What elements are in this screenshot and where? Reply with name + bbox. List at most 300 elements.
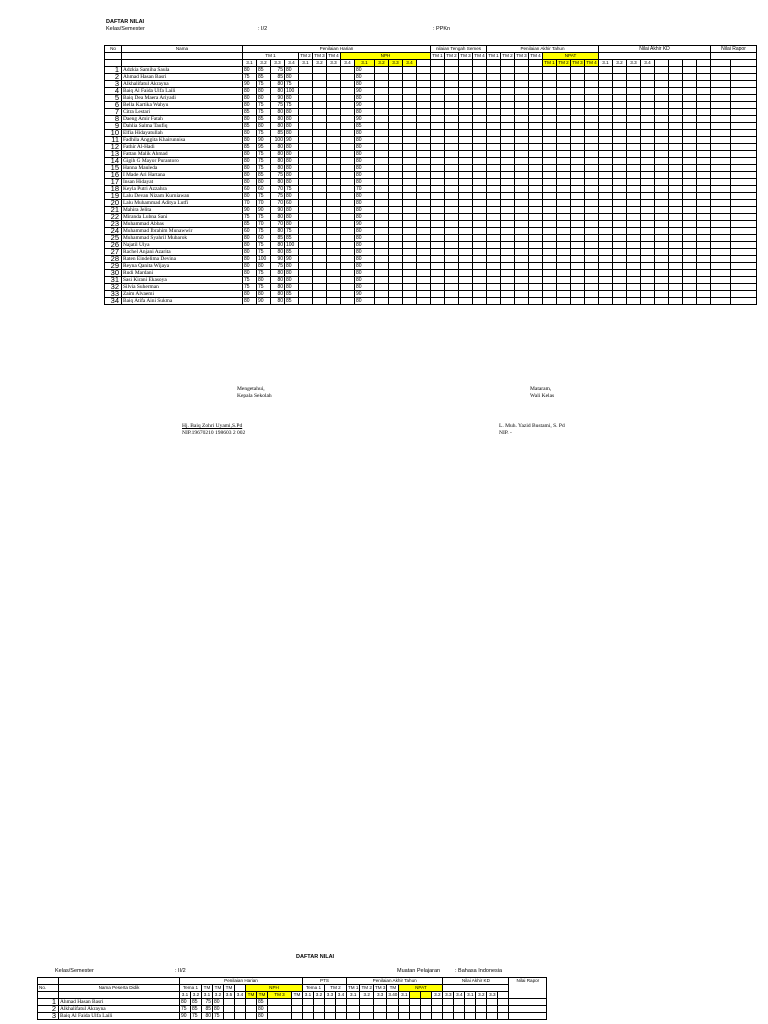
empty-cell <box>487 116 501 123</box>
score-cell: 85 <box>191 999 202 1006</box>
empty-cell <box>417 172 431 179</box>
pat-tm3-header: TM 3 <box>516 53 527 58</box>
empty-cell <box>459 249 473 256</box>
empty-cell <box>501 277 515 284</box>
empty-cell <box>417 95 431 102</box>
student-row <box>105 291 757 298</box>
empty-cell <box>341 109 355 116</box>
empty-cell <box>473 291 487 298</box>
empty-cell <box>417 214 431 221</box>
empty-cell <box>697 123 711 130</box>
student-name: Lalu Muhammad Aditya Lutfi <box>122 200 243 207</box>
empty-cell <box>613 214 627 221</box>
empty-cell <box>487 298 501 305</box>
empty-cell <box>557 88 571 95</box>
empty-cell <box>487 151 501 158</box>
empty-cell <box>543 277 557 284</box>
empty-cell <box>313 277 327 284</box>
empty-cell <box>571 151 585 158</box>
empty-cell <box>465 999 476 1006</box>
empty-cell <box>360 1013 373 1020</box>
empty-cell <box>341 193 355 200</box>
empty-cell <box>459 256 473 263</box>
student-name: I Made Ari Hartana <box>122 172 243 179</box>
teacher-name: L. Muh. Yazid Bustami, S. Pd <box>499 423 565 429</box>
empty-cell <box>403 102 417 109</box>
nph-score: 80 <box>355 200 375 207</box>
empty-cell <box>501 137 515 144</box>
empty-cell <box>641 109 655 116</box>
empty-cell <box>613 221 627 228</box>
empty-cell <box>313 102 327 109</box>
empty-cell <box>683 242 697 249</box>
empty-cell <box>627 165 641 172</box>
sheet1-grade-table <box>104 45 757 305</box>
empty-cell <box>655 67 669 74</box>
empty-cell <box>515 235 529 242</box>
empty-cell <box>529 67 543 74</box>
s2-kd: 3.1 <box>399 992 410 999</box>
empty-cell <box>515 179 529 186</box>
empty-cell <box>515 88 529 95</box>
empty-cell <box>313 221 327 228</box>
empty-cell <box>487 130 501 137</box>
empty-cell <box>543 109 557 116</box>
empty-cell <box>375 235 389 242</box>
empty-cell <box>683 137 697 144</box>
score-cell: 70 <box>257 200 271 207</box>
empty-cell <box>313 235 327 242</box>
score-cell: 80 <box>243 179 257 186</box>
empty-cell <box>599 151 613 158</box>
empty-cell <box>613 144 627 151</box>
score-cell: 80 <box>285 158 299 165</box>
empty-cell <box>627 221 641 228</box>
empty-cell <box>341 298 355 305</box>
empty-cell <box>655 221 669 228</box>
empty-cell <box>571 228 585 235</box>
empty-cell <box>299 158 313 165</box>
empty-cell <box>476 1013 487 1020</box>
empty-cell <box>375 95 389 102</box>
empty-cell <box>431 263 445 270</box>
s2-kd: 3.5 <box>224 992 235 999</box>
empty-cell <box>431 242 445 249</box>
nph-score: 90 <box>355 116 375 123</box>
empty-cell <box>445 67 459 74</box>
empty-cell <box>711 207 731 214</box>
empty-cell <box>585 123 599 130</box>
student-name: Elfia Hidayatullah <box>122 130 243 137</box>
empty-cell <box>292 999 303 1006</box>
empty-cell <box>529 263 543 270</box>
score-cell: 70 <box>271 221 285 228</box>
empty-cell <box>613 81 627 88</box>
student-row <box>105 193 757 200</box>
empty-cell <box>655 235 669 242</box>
student-row <box>105 81 757 88</box>
empty-cell <box>431 74 445 81</box>
empty-cell <box>487 193 501 200</box>
empty-cell <box>731 284 757 291</box>
empty-cell <box>669 214 683 221</box>
score-cell: 80 <box>285 263 299 270</box>
empty-cell <box>299 144 313 151</box>
empty-cell <box>585 200 599 207</box>
student-number: 23 <box>105 221 122 228</box>
empty-cell <box>410 1006 421 1013</box>
score-cell: 80 <box>257 179 271 186</box>
empty-cell <box>389 298 403 305</box>
score-cell: 75 <box>257 249 271 256</box>
empty-cell <box>454 999 465 1006</box>
empty-cell <box>683 102 697 109</box>
empty-cell <box>473 137 487 144</box>
empty-cell <box>697 116 711 123</box>
s2-tm-header: TM <box>202 985 213 992</box>
score-cell: 75 <box>271 193 285 200</box>
empty-cell <box>299 221 313 228</box>
s2-kd: TM <box>246 992 257 999</box>
score-cell: 80 <box>257 291 271 298</box>
empty-cell <box>431 277 445 284</box>
empty-cell <box>299 165 313 172</box>
empty-cell <box>655 109 669 116</box>
score-cell: 75 <box>202 999 213 1006</box>
empty-cell <box>627 67 641 74</box>
empty-cell <box>731 123 757 130</box>
empty-cell <box>557 144 571 151</box>
empty-cell <box>641 235 655 242</box>
empty-cell <box>487 214 501 221</box>
student-row <box>105 123 757 130</box>
student-name: Rachel Anjani Azarita <box>122 249 243 256</box>
empty-cell <box>375 123 389 130</box>
empty-cell <box>375 263 389 270</box>
empty-cell <box>501 207 515 214</box>
empty-cell <box>543 179 557 186</box>
sheet2-header-row-2 <box>38 985 547 992</box>
empty-cell <box>421 1013 432 1020</box>
score-cell: 80 <box>271 277 285 284</box>
score-cell: 80 <box>285 67 299 74</box>
empty-cell <box>313 158 327 165</box>
empty-cell <box>375 207 389 214</box>
empty-cell <box>711 172 731 179</box>
empty-cell <box>327 193 341 200</box>
score-cell: 80 <box>285 74 299 81</box>
empty-cell <box>501 214 515 221</box>
empty-cell <box>403 277 417 284</box>
empty-cell <box>627 74 641 81</box>
empty-cell <box>697 186 711 193</box>
empty-cell <box>454 1006 465 1013</box>
empty-cell <box>731 200 757 207</box>
empty-cell <box>459 137 473 144</box>
s2-nama-header: Nama Peserta Didik <box>59 985 180 992</box>
empty-cell <box>613 151 627 158</box>
empty-cell <box>669 130 683 137</box>
empty-cell <box>529 109 543 116</box>
empty-cell <box>445 263 459 270</box>
empty-cell <box>299 109 313 116</box>
empty-cell <box>515 130 529 137</box>
empty-cell <box>585 165 599 172</box>
empty-cell <box>473 172 487 179</box>
pts-tm2-header: TM 2 <box>446 53 457 58</box>
student-name: Baiq Atifa Aini Sukma <box>122 298 243 305</box>
student-name: Daeng Amir Fatah <box>122 116 243 123</box>
empty-cell <box>445 242 459 249</box>
empty-cell <box>389 277 403 284</box>
col-tm3-header: TM 3 <box>314 53 325 58</box>
empty-cell <box>473 67 487 74</box>
empty-cell <box>473 95 487 102</box>
empty-cell <box>459 207 473 214</box>
empty-cell <box>375 137 389 144</box>
score-cell: 90 <box>243 207 257 214</box>
nph-score: 80 <box>355 67 375 74</box>
empty-cell <box>487 291 501 298</box>
empty-cell <box>683 151 697 158</box>
empty-cell <box>599 109 613 116</box>
pat-tm1-header: TM 1 <box>488 53 499 58</box>
empty-cell <box>459 123 473 130</box>
empty-cell <box>683 263 697 270</box>
empty-cell <box>627 88 641 95</box>
empty-cell <box>459 81 473 88</box>
s2-kd: 3.2 <box>213 992 224 999</box>
empty-cell <box>431 95 445 102</box>
empty-cell <box>515 228 529 235</box>
empty-cell <box>557 298 571 305</box>
student-number: 27 <box>105 249 122 256</box>
empty-cell <box>445 235 459 242</box>
empty-cell <box>454 1013 465 1020</box>
empty-cell <box>417 228 431 235</box>
s2-penilaian-harian-header: Penilaian Harian <box>180 978 303 985</box>
empty-cell <box>613 200 627 207</box>
empty-cell <box>327 186 341 193</box>
empty-cell <box>501 179 515 186</box>
empty-cell <box>375 186 389 193</box>
empty-cell <box>731 291 757 298</box>
empty-cell <box>641 207 655 214</box>
empty-cell <box>731 249 757 256</box>
empty-cell <box>445 186 459 193</box>
empty-cell <box>557 158 571 165</box>
student-name: Ahmad Hasan Basri <box>59 999 180 1006</box>
student-name: Fathir Al-Hadi <box>122 144 243 151</box>
empty-cell <box>473 116 487 123</box>
student-row <box>105 116 757 123</box>
score-cell: 90 <box>285 137 299 144</box>
empty-cell <box>299 123 313 130</box>
empty-cell <box>655 151 669 158</box>
student-row <box>105 186 757 193</box>
empty-cell <box>473 256 487 263</box>
empty-cell <box>543 207 557 214</box>
s2-pts-tm2: TM 2 <box>325 985 347 992</box>
empty-cell <box>313 249 327 256</box>
empty-cell <box>403 123 417 130</box>
empty-cell <box>731 102 757 109</box>
empty-cell <box>529 228 543 235</box>
empty-cell <box>543 130 557 137</box>
empty-cell <box>473 74 487 81</box>
empty-cell <box>445 109 459 116</box>
score-cell: 90 <box>271 95 285 102</box>
empty-cell <box>543 263 557 270</box>
student-name: Silvia Suherman <box>122 284 243 291</box>
empty-cell <box>375 165 389 172</box>
s2-kd: 3.3 <box>373 992 386 999</box>
empty-cell <box>641 214 655 221</box>
empty-cell <box>571 81 585 88</box>
score-cell: 80 <box>243 130 257 137</box>
empty-cell <box>543 242 557 249</box>
empty-cell <box>431 67 445 74</box>
empty-cell <box>655 102 669 109</box>
empty-cell <box>641 200 655 207</box>
empty-cell <box>641 172 655 179</box>
score-cell: 85 <box>202 1006 213 1013</box>
empty-cell <box>557 256 571 263</box>
empty-cell <box>711 144 731 151</box>
student-number: 10 <box>105 130 122 137</box>
empty-cell <box>268 1013 292 1020</box>
empty-cell <box>641 130 655 137</box>
empty-cell <box>375 256 389 263</box>
kd-code: 3.1 <box>299 60 313 67</box>
empty-cell <box>487 207 501 214</box>
empty-cell <box>341 263 355 270</box>
empty-cell <box>655 214 669 221</box>
empty-cell <box>711 263 731 270</box>
score-cell: 80 <box>271 81 285 88</box>
empty-cell <box>585 116 599 123</box>
empty-cell <box>599 186 613 193</box>
empty-cell <box>473 263 487 270</box>
score-cell: 85 <box>285 291 299 298</box>
empty-cell <box>476 1006 487 1013</box>
empty-cell <box>417 88 431 95</box>
score-cell: 80 <box>180 999 191 1006</box>
empty-cell <box>410 1013 421 1020</box>
empty-cell <box>327 263 341 270</box>
empty-cell <box>299 200 313 207</box>
student-number: 34 <box>105 298 122 305</box>
empty-cell <box>557 263 571 270</box>
score-cell: 80 <box>271 88 285 95</box>
student-name: Fattan Malik Ahmad <box>122 151 243 158</box>
empty-cell <box>683 249 697 256</box>
empty-cell <box>313 242 327 249</box>
empty-cell <box>465 1013 476 1020</box>
empty-cell <box>313 74 327 81</box>
empty-cell <box>314 999 325 1006</box>
empty-cell <box>711 158 731 165</box>
student-name: Alkhalifatul Akrayna <box>122 81 243 88</box>
score-cell: 75 <box>257 193 271 200</box>
empty-cell <box>515 74 529 81</box>
headmaster-nip: NIP.19670210 198603 2 002 <box>182 430 246 436</box>
footer-left-line1: Mengetahui, <box>237 386 265 392</box>
empty-cell <box>313 144 327 151</box>
student-number: 16 <box>105 172 122 179</box>
empty-cell <box>641 298 655 305</box>
empty-cell <box>731 88 757 95</box>
student-number: 32 <box>105 284 122 291</box>
score-cell: 80 <box>285 165 299 172</box>
score-cell: 75 <box>180 1006 191 1013</box>
empty-cell <box>571 200 585 207</box>
empty-cell <box>501 144 515 151</box>
empty-cell <box>557 81 571 88</box>
empty-cell <box>389 193 403 200</box>
akhir-kd: 3.4 <box>641 60 655 67</box>
empty-cell <box>613 291 627 298</box>
s2-kd: 3.3 <box>487 992 498 999</box>
score-cell: 85 <box>271 130 285 137</box>
empty-cell <box>459 221 473 228</box>
empty-cell <box>627 172 641 179</box>
empty-cell <box>341 179 355 186</box>
student-number: 5 <box>105 95 122 102</box>
empty-cell <box>501 193 515 200</box>
empty-cell <box>683 256 697 263</box>
empty-cell <box>697 256 711 263</box>
empty-cell <box>431 109 445 116</box>
pat-tm2-header: TM 2 <box>502 53 513 58</box>
empty-cell <box>655 172 669 179</box>
empty-cell <box>529 186 543 193</box>
col-pts-header: nilaian Tengah Semes <box>431 46 487 53</box>
empty-cell <box>431 81 445 88</box>
score-cell: 75 <box>257 102 271 109</box>
empty-cell <box>417 235 431 242</box>
empty-cell <box>683 158 697 165</box>
empty-cell <box>515 207 529 214</box>
empty-cell <box>655 207 669 214</box>
sheet1-title: DAFTAR NILAI <box>106 19 145 25</box>
empty-cell <box>327 102 341 109</box>
score-cell: 80 <box>243 249 257 256</box>
empty-cell <box>613 158 627 165</box>
empty-cell <box>431 214 445 221</box>
score-cell: 80 <box>285 277 299 284</box>
empty-cell <box>431 130 445 137</box>
sheet2-header-row-3 <box>38 992 547 999</box>
empty-cell <box>557 151 571 158</box>
empty-cell <box>669 151 683 158</box>
empty-cell <box>571 172 585 179</box>
empty-cell <box>403 158 417 165</box>
student-row <box>105 277 757 284</box>
empty-cell <box>473 81 487 88</box>
akhir-kd: 3.1 <box>599 60 613 67</box>
score-cell: 75 <box>257 214 271 221</box>
score-cell: 80 <box>202 1013 213 1020</box>
empty-cell <box>599 277 613 284</box>
empty-cell <box>697 270 711 277</box>
empty-cell <box>299 298 313 305</box>
sheet2-grade-table <box>37 977 547 1020</box>
empty-cell <box>341 242 355 249</box>
student-name: Mahira Jelita <box>122 207 243 214</box>
student-number: 4 <box>105 88 122 95</box>
empty-cell <box>697 158 711 165</box>
